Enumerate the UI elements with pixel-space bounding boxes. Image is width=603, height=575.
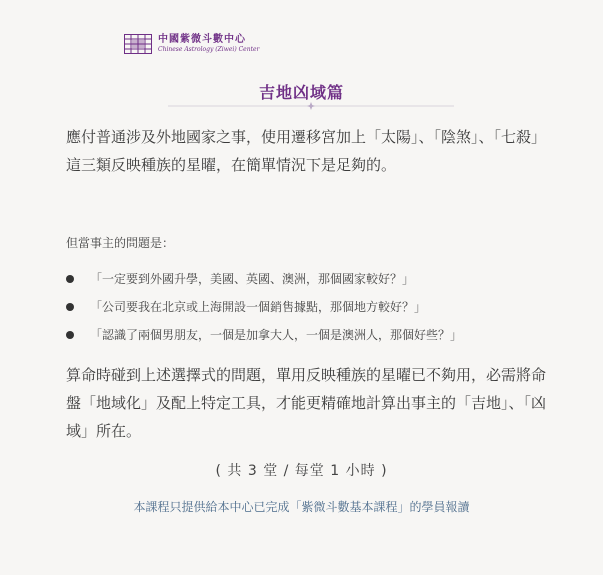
list-item [66,298,546,326]
course-duration: ( 共 3 堂 / 每堂 1 小時 ) [215,463,388,479]
body-paragraph: 算命時碰到上述選擇式的問題，單用反映種族的星曜已不夠用，必需將命盤「地域化」及配上特定工具，才能更精確地計算出事主的「吉地」、「凶域」所在。 [66,366,547,440]
divider-star-icon [307,102,315,110]
bullet-icon [66,303,74,311]
list-item [66,270,546,298]
intro-paragraph: 應付普通涉及外地國家之事，使用遷移宮加上「太陽」、「陰煞」、「七殺」這三類反映種族的星曜，在簡單情況下是足夠的。 [66,128,547,174]
question-text: 「一定要到外國升學，美國、英國、澳洲，那個國家較好？」 [90,272,415,286]
logo-grid-icon [124,34,152,54]
title-divider [168,102,454,110]
logo-name-en: Chinese Astrology (Ziwei) Center [158,46,260,53]
enrollment-note: 本課程只提供給本中心已完成「紫微斗數基本課程」的學員報讀 [133,500,470,514]
question-text: 「認識了兩個男朋友，一個是加拿大人，一個是澳洲人，那個好些？」 [90,328,463,342]
list-item [66,326,546,354]
center-logo[interactable] [124,34,259,54]
question-list [66,270,546,354]
question-subheading: 但當事主的問題是： [66,236,175,250]
question-text: 「公司要我在北京或上海開設一個銷售據點，那個地方較好？」 [90,300,427,314]
bullet-icon [66,331,74,339]
logo-name-cn: 中國紫微斗數中心 [158,34,246,45]
bullet-icon [66,275,74,283]
page-title: 吉地凶域篇 [258,83,344,102]
